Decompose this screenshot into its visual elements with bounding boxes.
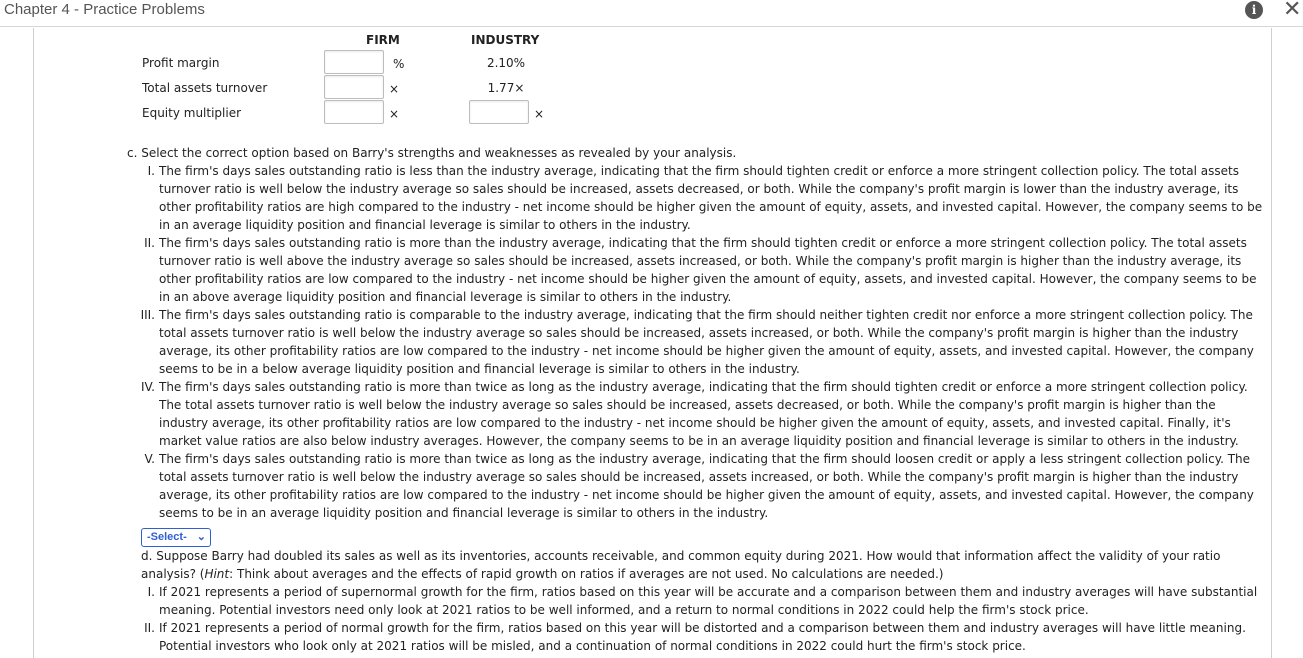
column-header-firm: FIRM xyxy=(366,33,400,47)
profit-margin-firm-input[interactable] xyxy=(324,50,384,74)
option-number: II. xyxy=(144,236,155,250)
row-label-total-assets-turnover: Total assets turnover xyxy=(142,81,268,95)
option-text: The firm's days sales outstanding ratio is more than the industry average, indicating that the firm should tighten credit or enforce a more stringent collection policy. The total assets turnover ratio is well above the industry average so sales should be increased, assets increased, or both. While the company's profit margin is higher than the industry average, its other profitability ratios are low compared to the industry - net income should be higher given the amount of equity, assets, and invested capital. However, the company seems to be in an above average liquidity position and financial leverage is similar to others in the industry. xyxy=(159,236,1257,304)
close-icon[interactable]: ✕ xyxy=(1283,0,1302,22)
chevron-down-icon: ⌄ xyxy=(196,531,206,543)
total-assets-turnover-firm-input[interactable] xyxy=(324,75,384,99)
part-c-answer-select[interactable] xyxy=(141,528,211,547)
profit-margin-industry-value: 2.10% xyxy=(486,56,526,70)
part-c-prompt: c. Select the correct option based on Barry's strengths and weaknesses as revealed by your analysis. xyxy=(127,146,737,160)
profit-margin-unit: % xyxy=(393,57,405,71)
option-number: III. xyxy=(140,308,155,322)
option-text: The firm's days sales outstanding ratio is less than the industry average, indicating that the firm should tighten credit or enforce a more stringent collection policy. The total assets turnover ratio is well below the industry average so sales should be increased, assets decreased, or both. While the company's profit margin is lower than the industry average, its other profitability ratios are high compared to the industry - net income should be higher given the amount of equity, assets, and invested capital. However, the company seems to be in an average liquidity position and financial leverage is similar to others in the industry. xyxy=(159,164,1263,232)
part-c-option-v xyxy=(144,450,1267,522)
part-c-option-iii xyxy=(140,306,1267,378)
option-text: The firm's days sales outstanding ratio is more than twice as long as the industry average, indicating that the firm should tighten credit or enforce a more stringent collection policy. The total assets turnover ratio is well below the industry average so sales should be increased, assets decreased, or both. While the company's profit margin is higher than the industry average, its other profitability ratios are low compared to the industry - net income should be higher given the amount of equity, assets, and invested capital. Finally, it's market value ratios are also below industry averages. However, the company seems to be in an average liquidity position and financial leverage is similar to others in the industry. xyxy=(159,380,1248,448)
part-d-prompt: d. Suppose Barry had doubled its sales as well as its inventories, accounts receivable, and common equity during 2021. How would that information affect the validity of your ratio analysis? (Hint: Think about averages and the effects of rapid growth on ratios if averages are not used. No calculations are needed.) xyxy=(141,549,1221,581)
equity-multiplier-firm-input[interactable] xyxy=(324,100,384,124)
part-c-option-i xyxy=(147,162,1267,234)
option-text: The firm's days sales outstanding ratio is comparable to the industry average, indicating that the firm should neither tighten credit nor enforce a more stringent collection policy. The total assets turnover ratio is well below the industry average so sales should be increased, assets increased, or both. While the company's profit margin is higher than the industry average, its other profitability ratios are low compared to the industry - net income should be higher given the amount of equity, assets, and invested capital. However, the company seems to be in a below average liquidity position and financial leverage is similar to others in the industry. xyxy=(159,308,1254,376)
option-number: V. xyxy=(144,452,155,466)
info-icon[interactable]: i xyxy=(1245,1,1263,19)
option-number: IV. xyxy=(140,380,155,394)
option-number: I. xyxy=(147,585,155,599)
part-d-option-i xyxy=(147,583,1267,619)
option-text: The firm's days sales outstanding ratio is more than twice as long as the industry average, indicating that the firm should loosen credit or apply a less stringent collection policy. The total assets turnover ratio is well below the industry average so sales should be increased, assets increased, or both. While the company's profit margin is higher than the industry average, its other profitability ratios are low compared to the industry - net income should be higher given the amount of equity, assets, and invested capital. However, the company seems to be in an average liquidity position and financial leverage is similar to others in the industry. xyxy=(159,452,1254,520)
option-number: II. xyxy=(144,621,155,635)
equity-multiplier-industry-unit: × xyxy=(534,107,545,121)
total-assets-turnover-unit: × xyxy=(389,82,400,96)
hint-label: Hint xyxy=(204,567,230,581)
row-label-profit-margin: Profit margin xyxy=(142,56,220,70)
option-text: If 2021 represents a period of normal growth for the firm, ratios based on this year will be distorted and a comparison between them and industry averages will have little meaning. Potential investors who look only at 2021 ratios will be misled, and a continuation of normal conditions in 2022 could hurt the firm's stock price. xyxy=(159,621,1246,653)
equity-multiplier-unit: × xyxy=(389,107,400,121)
part-d-option-ii xyxy=(144,619,1267,655)
equity-multiplier-industry-input[interactable] xyxy=(469,100,529,124)
option-number: I. xyxy=(147,164,155,178)
option-text: If 2021 represents a period of supernormal growth for the firm, ratios based on this year will be accurate and a comparison between them and industry averages will have substantial meaning. Potential investors need only look at 2021 ratios to be well informed, and a return to normal conditions in 2022 could help the firm's stock price. xyxy=(159,585,1258,617)
window-title: Chapter 4 - Practice Problems xyxy=(4,1,205,18)
select-value: -Select- xyxy=(147,531,187,543)
total-assets-turnover-industry-value: 1.77× xyxy=(487,81,525,95)
column-header-industry: INDUSTRY xyxy=(471,33,540,47)
part-c-option-iv xyxy=(140,378,1267,450)
row-label-equity-multiplier: Equity multiplier xyxy=(142,106,242,120)
part-c-option-ii xyxy=(144,234,1267,306)
